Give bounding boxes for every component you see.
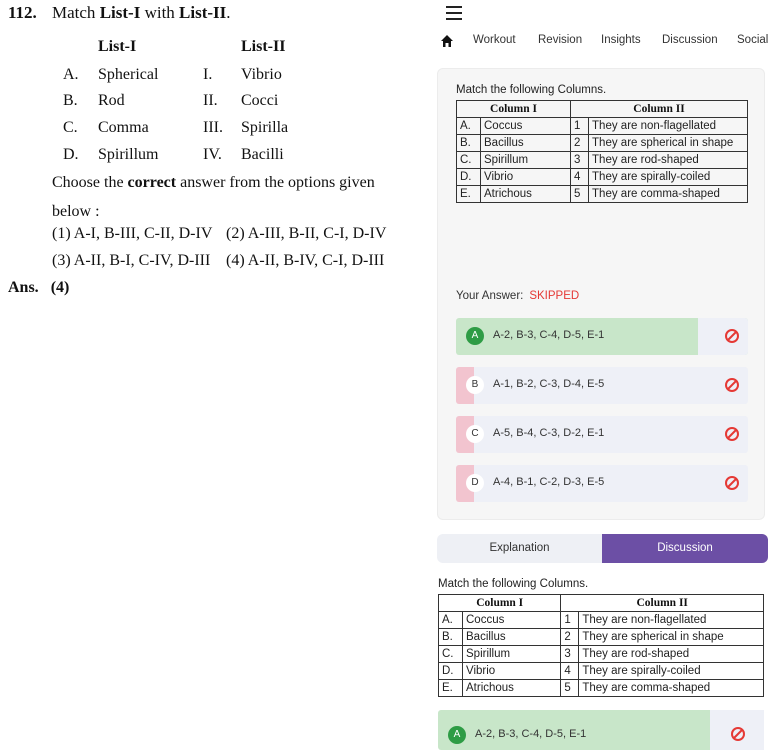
cell-term: Bacillus: [481, 135, 571, 152]
option-letter-badge: D: [466, 474, 484, 492]
explanation-heading: Match the following Columns.: [438, 578, 589, 590]
table-row: [457, 135, 748, 152]
cell-number: 3: [561, 646, 579, 663]
row-roman: I.: [203, 66, 213, 83]
instruction-prefix: Choose the: [52, 174, 128, 191]
ban-icon[interactable]: [725, 427, 739, 441]
option-1: (1) A-I, B-III, C-II, D-IV: [52, 225, 213, 242]
cell-number: 5: [561, 680, 579, 697]
nav-discussion[interactable]: Discussion: [662, 34, 718, 46]
option-letter-badge: A: [466, 327, 484, 345]
option-text: A-4, B-1, C-2, D-3, E-5: [493, 476, 605, 488]
table-row: [457, 169, 748, 186]
cell-desc: They are non-flagellated: [589, 118, 748, 135]
row-item: Rod: [98, 92, 125, 109]
table-row: [457, 186, 748, 203]
option-b[interactable]: [456, 367, 748, 404]
table-row: [439, 612, 764, 629]
cell-letter: D.: [457, 169, 481, 186]
row-letter: B.: [63, 92, 78, 109]
cell-desc: They are comma-shaped: [579, 680, 764, 697]
cell-letter: D.: [439, 663, 463, 680]
cell-number: 3: [571, 152, 589, 169]
cell-number: 1: [571, 118, 589, 135]
cell-number: 2: [561, 629, 579, 646]
instruction-suffix: answer from the options given below :: [52, 174, 375, 220]
title-prefix: Match: [52, 3, 100, 22]
col1-header: Column I: [457, 101, 571, 118]
nav-social[interactable]: Social: [737, 34, 768, 46]
cell-desc: They are non-flagellated: [579, 612, 764, 629]
cell-letter: C.: [457, 152, 481, 169]
row-roman: II.: [203, 92, 218, 109]
answer-value: (4): [50, 279, 70, 296]
option-c[interactable]: [456, 416, 748, 453]
cell-desc: They are comma-shaped: [589, 186, 748, 203]
menu-icon[interactable]: [446, 6, 462, 20]
row-letter: C.: [63, 119, 78, 136]
list2-header: List-II: [241, 38, 286, 55]
cell-desc: They are spherical in shape: [589, 135, 748, 152]
ban-icon[interactable]: [731, 727, 745, 741]
table-row: [439, 663, 764, 680]
question-title: [52, 3, 231, 23]
row-item: Spherical: [98, 66, 159, 83]
option-letter-badge: B: [466, 376, 484, 394]
title-suffix: .: [226, 3, 231, 22]
cell-term: Vibrio: [481, 169, 571, 186]
cell-number: 2: [571, 135, 589, 152]
tab-discussion[interactable]: Discussion: [602, 534, 768, 563]
row-roman: IV.: [203, 146, 222, 163]
option-letter-badge: A: [448, 726, 466, 744]
row-roman: III.: [203, 119, 223, 136]
title-list1: List-I: [99, 3, 141, 22]
option-text: A-5, B-4, C-3, D-2, E-1: [493, 427, 605, 439]
explanation-table: [438, 594, 764, 697]
option-d[interactable]: [456, 465, 748, 502]
title-list2: List-II: [179, 3, 227, 22]
cell-number: 5: [571, 186, 589, 203]
nav-workout[interactable]: Workout: [473, 34, 516, 46]
cell-desc: They are rod-shaped: [589, 152, 748, 169]
row-letter: D.: [63, 146, 79, 163]
cell-letter: E.: [439, 680, 463, 697]
cell-desc: They are spirally-coiled: [579, 663, 764, 680]
cell-term: Vibrio: [463, 663, 561, 680]
explanation-correct-option: [438, 710, 764, 750]
cell-term: Coccus: [481, 118, 571, 135]
list1-header: List-I: [98, 38, 137, 55]
option-3: (3) A-II, B-I, C-IV, D-III: [52, 252, 211, 269]
option-4: (4) A-II, B-IV, C-I, D-III: [226, 252, 385, 269]
row-item: Comma: [98, 119, 149, 136]
col1-header: Column I: [439, 595, 561, 612]
table-row: [457, 118, 748, 135]
cell-term: Atrichous: [481, 186, 571, 203]
match-table: [456, 100, 748, 203]
cell-letter: C.: [439, 646, 463, 663]
table-row: [457, 152, 748, 169]
instruction-bold: correct: [127, 174, 177, 191]
row-match: Spirilla: [241, 119, 289, 136]
ban-icon[interactable]: [725, 476, 739, 490]
home-icon[interactable]: [440, 34, 454, 48]
nav-revision[interactable]: Revision: [538, 34, 583, 46]
table-row: [439, 646, 764, 663]
ban-icon[interactable]: [725, 329, 739, 343]
your-answer: [456, 290, 579, 302]
cell-number: 4: [561, 663, 579, 680]
skipped-status: SKIPPED: [529, 290, 580, 302]
option-letter-badge: C: [466, 425, 484, 443]
row-item: Spirillum: [98, 146, 159, 163]
instruction-text: [52, 168, 412, 226]
option-text: A-2, B-3, C-4, D-5, E-1: [493, 329, 605, 341]
cell-desc: They are spirally-coiled: [589, 169, 748, 186]
answer-line: [8, 279, 69, 297]
cell-term: Spirillum: [481, 152, 571, 169]
cell-letter: B.: [439, 629, 463, 646]
your-answer-label: Your Answer:: [456, 290, 524, 302]
option-text: A-1, B-2, C-3, D-4, E-5: [493, 378, 605, 390]
cell-term: Atrichous: [463, 680, 561, 697]
cell-letter: E.: [457, 186, 481, 203]
ban-icon[interactable]: [725, 378, 739, 392]
tab-bar: [437, 534, 768, 563]
row-match: Bacilli: [241, 146, 284, 163]
option-text: A-2, B-3, C-4, D-5, E-1: [475, 728, 587, 740]
cell-number: 4: [571, 169, 589, 186]
cell-letter: A.: [439, 612, 463, 629]
card-heading: Match the following Columns.: [456, 84, 607, 96]
tab-explanation[interactable]: Explanation: [437, 534, 602, 563]
option-2: (2) A-III, B-II, C-I, D-IV: [226, 225, 387, 242]
nav-insights[interactable]: Insights: [601, 34, 641, 46]
table-row: [439, 680, 764, 697]
cell-desc: They are spherical in shape: [579, 629, 764, 646]
question-number: 112.: [8, 3, 37, 22]
option-action-area: [698, 318, 748, 355]
answer-label: Ans.: [8, 279, 39, 296]
cell-letter: A.: [457, 118, 481, 135]
cell-term: Spirillum: [463, 646, 561, 663]
cell-term: Bacillus: [463, 629, 561, 646]
row-match: Cocci: [241, 92, 279, 109]
row-match: Vibrio: [241, 66, 282, 83]
table-row: [439, 629, 764, 646]
cell-term: Coccus: [463, 612, 561, 629]
cell-letter: B.: [457, 135, 481, 152]
cell-desc: They are rod-shaped: [579, 646, 764, 663]
col2-header: Column II: [561, 595, 764, 612]
cell-number: 1: [561, 612, 579, 629]
col2-header: Column II: [571, 101, 748, 118]
row-letter: A.: [63, 66, 79, 83]
option-a[interactable]: [456, 318, 748, 355]
title-mid: with: [140, 3, 180, 22]
